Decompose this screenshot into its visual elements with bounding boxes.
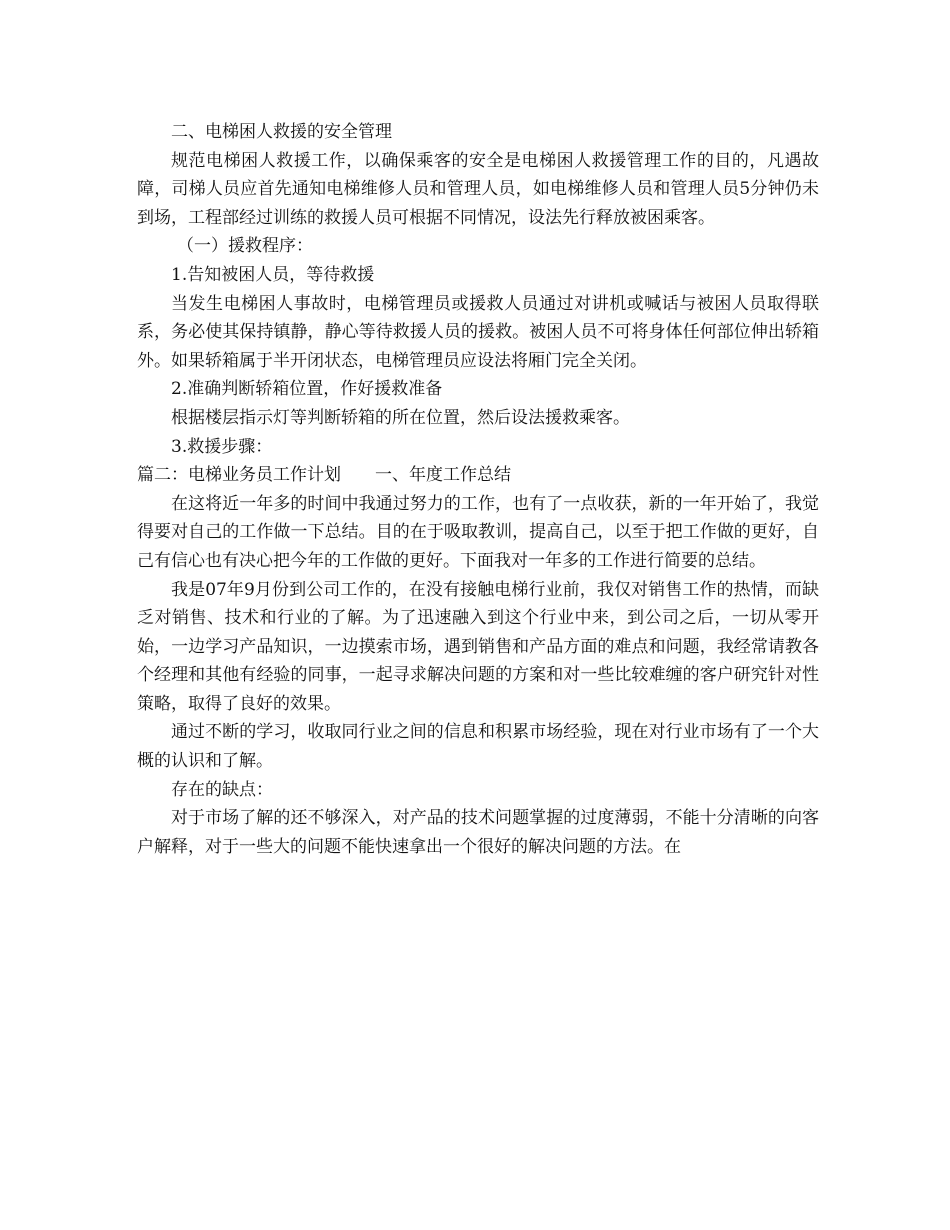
paragraph-learning: 通过不断的学习，收取同行业之间的信息和积累市场经验，现在对行业市场有了一个大概的认识和了解。 xyxy=(137,722,819,772)
subheading-rescue-procedure: （一）援救程序： xyxy=(177,236,313,257)
subheading-shortcomings: 存在的缺点： xyxy=(171,779,273,800)
paragraph-shortcomings: 对于市场了解的还不够深入，对产品的技术问题掌握的过度薄弱，不能十分清晰的向客户解释，对于一些大的问题不能快速拿出一个很好的解决问题的方法。在 xyxy=(137,808,819,857)
paragraph-summary-intro: 在这将近一年多的时间中我通过努力的工作，也有了一点收获，新的一年开始了，我觉得要对自己的工作做一下总结。目的在于吸取教训，提高自己，以至于把工作做的更好，自己有信心也有决心把今年的工作做的更好。下面我对一年多的工作进行简要的总结。 xyxy=(137,493,819,571)
paragraph-step-1: 当发生电梯困人事故时，电梯管理员或援救人员通过对讲机或喊话与被困人员取得联系，务必使其保持镇静，静心等待救援人员的援救。被困人员不可将身体任何部位伸出轿箱外。如果轿箱属于半开闭状态，电梯管理员应设法将厢门完全关闭。 xyxy=(137,293,819,371)
section-heading-part-two: 篇二：电梯业务员工作计划 一、年度工作总结 xyxy=(137,465,511,486)
step-heading-2: 2.准确判断轿箱位置，作好援救准备 xyxy=(171,379,443,400)
section-heading-rescue-safety: 二、电梯困人救援的安全管理 xyxy=(171,122,392,142)
step-heading-1: 1.告知被困人员，等待救援 xyxy=(171,264,375,285)
step-heading-3: 3.救援步骤： xyxy=(171,436,273,457)
paragraph-work-history: 我是07年9月份到公司工作的，在没有接触电梯行业前，我仅对销售工作的热情，而缺乏对销售、技术和行业的了解。为了迅速融入到这个行业中来，到公司之后，一切从零开始，一边学习产品知识，一边摸索市场，遇到销售和产品方面的难点和问题，我经常请教各个经理和其他有经验的同事，一起寻求解决问题的方案和对一些比较难缠的客户研究针对性策略，取得了良好的效果。 xyxy=(137,579,819,714)
paragraph-step-2: 根据楼层指示灯等判断轿箱的所在位置，然后设法援救乘客。 xyxy=(171,407,630,428)
document-body xyxy=(137,118,819,861)
paragraph-rescue-purpose: 规范电梯困人救援工作，以确保乘客的安全是电梯困人救援管理工作的目的，凡遇故障，司梯人员应首先通知电梯维修人员和管理人员，如电梯维修人员和管理人员5分钟仍未到场，工程部经过训练的救援人员可根据不同情况，设法先行释放被困乘客。 xyxy=(137,150,819,228)
